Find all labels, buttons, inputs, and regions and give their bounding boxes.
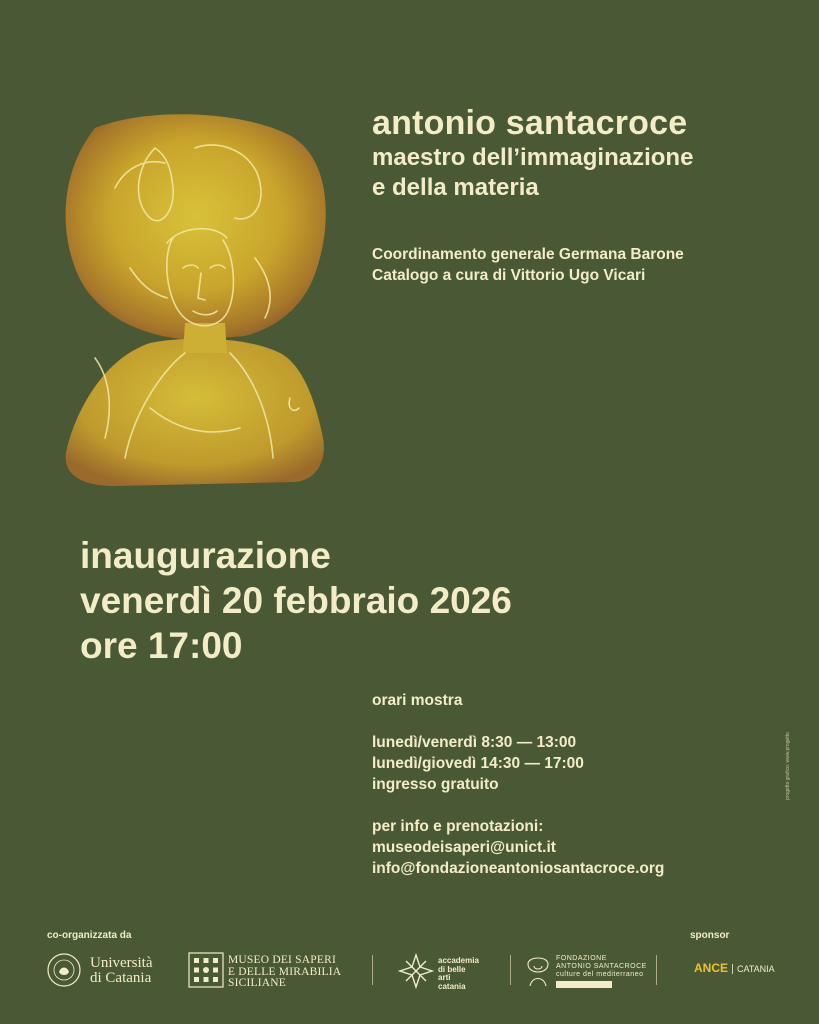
portrait-artwork [55,108,335,488]
unict-logo-text: Università di Catania [90,955,153,986]
schedule-afternoon: lunedì/giovedì 14:30 — 17:00 [372,755,584,772]
body-shape [66,339,324,486]
footer-divider [372,955,373,985]
museo-logo-text: MUSEO DEI SAPERI E DELLE MIRABILIA SICILIANE [228,954,342,989]
exhibition-header [372,103,693,203]
coordination-credit: Coordinamento generale Germana Barone [372,246,684,263]
co-organized-label: co-organizzata da [47,930,132,941]
accademia-star-icon [398,953,434,989]
subtitle-line-2: e della materia [372,174,539,201]
email-fondazione[interactable]: info@fondazioneantoniosantacroce.org [372,860,665,877]
hours-title: orari mostra [372,692,463,709]
artist-name: antonio santacroce [372,104,688,142]
email-museo[interactable]: museodeisaperi@unict.it [372,839,556,856]
sponsor-label: sponsor [690,930,730,941]
catalogue-credit: Catalogo a cura di Vittorio Ugo Vicari [372,267,646,284]
footer-divider [656,955,657,985]
opening-time: ore 17:00 [80,625,243,666]
opening-label: inaugurazione [80,535,331,576]
ance-name: ANCE [694,961,729,975]
admission-info: ingresso gratuito [372,776,499,793]
unict-seal-icon [46,952,82,988]
museo-pattern-icon [188,952,224,988]
opening-date: venerdì 20 febbraio 2026 [80,580,512,621]
subtitle-line-1: maestro dell’immaginazione [372,144,694,171]
fondazione-bar [556,981,612,988]
ance-sponsor-logo [694,961,775,975]
info-label: per info e prenotazioni: [372,818,544,835]
ance-city: CATANIA [732,964,775,974]
fondazione-logo-text: FONDAZIONE ANTONIO SANTACROCE culture del mediterraneo [556,955,647,988]
credits-block [372,244,684,286]
opening-block [80,533,512,668]
hours-info-block [372,690,664,879]
schedule-weekdays: lunedì/venerdì 8:30 — 13:00 [372,734,577,751]
fondazione-portrait-icon [524,952,552,988]
design-credit: progetto grafico: www.progetto [785,732,791,800]
accademia-logo-text: accademia di belle arti catania [438,956,479,991]
footer-divider [510,955,511,985]
